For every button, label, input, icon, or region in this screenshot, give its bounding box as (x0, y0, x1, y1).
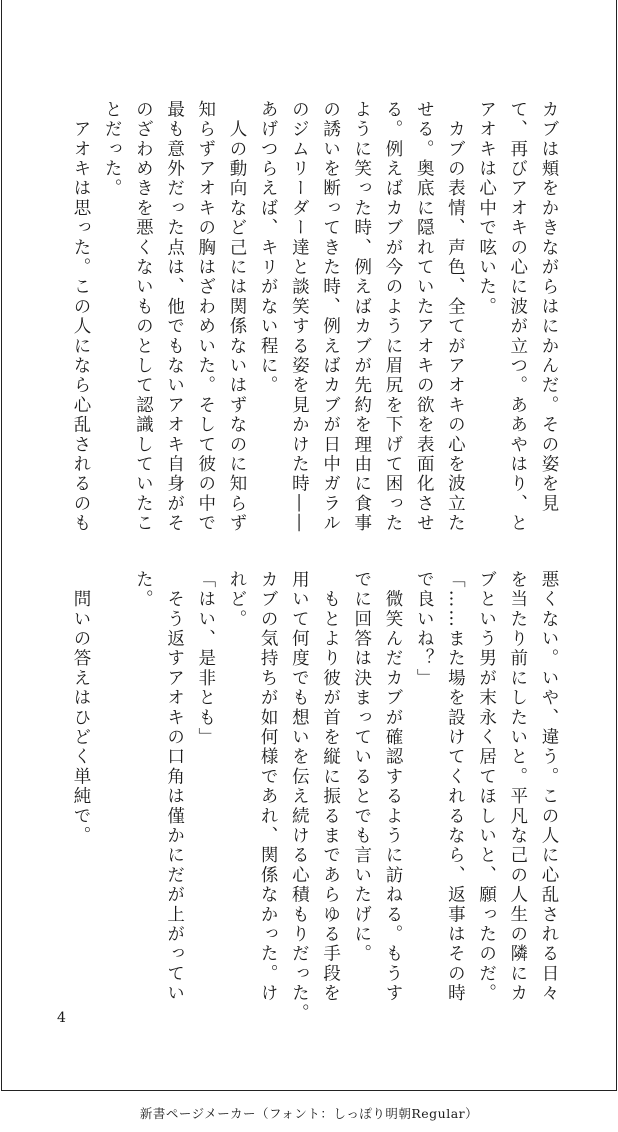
text-line: カブの気持ちが如何様であれ、関係なかった。け (258, 570, 279, 1004)
text-line: アオキは心中で呟いた。 (476, 100, 497, 317)
text-line: 知らずアオキの胸はざわめいた。そして彼の中で (195, 100, 216, 534)
book-page (1, 0, 617, 1091)
page-number: 4 (57, 1010, 66, 1026)
text-line: を当たり前にしたいと。平凡な己の人生の隣にカ (507, 570, 528, 1004)
text-line: とだった。 (102, 100, 123, 199)
text-line (96, 570, 127, 990)
text-line: カブは頬をかきながらはにかんだ。その姿を見 (539, 100, 559, 514)
text-line: アオキは思った。この人になら心乱されるのも (70, 100, 91, 534)
text-block-bottom (65, 570, 564, 1024)
text-line: でに回答は決まっているとでも言いたげに。 (351, 570, 372, 964)
text-line: のざわめきを悪くないものとして認識していたこ (133, 100, 154, 534)
text-line: 悪くない。いや、違う。この人に心乱される日々 (539, 570, 559, 1004)
text-line: 用いて何度でも想いを伝え続ける心積もりだった。 (289, 570, 310, 1024)
text-line: カブの表情、声色、全てがアオキの心を波立た (445, 100, 466, 534)
text-line: 微笑んだカブが確認するように訪ねる。もうす (382, 570, 403, 1004)
text-line: ブという男が末永く居てほしいと、願ったのだ。 (476, 570, 497, 1004)
text-line: 「……また場を設けてくれるなら、返事はその時 (445, 570, 466, 1004)
text-line: て、再びアオキの心に波が立つ。ああやはり、と (507, 100, 528, 534)
footer-caption: 新書ページメーカー（フォント：しっぽり明朝Regular） (139, 1106, 479, 1121)
text-line: ように笑った時、例えばカブが先約を理由に食事 (351, 100, 372, 534)
text-line: あげつらえば、キリがない程に。 (258, 100, 279, 396)
text-block-top (65, 100, 564, 534)
text-line: 最も意外だった点は、他でもないアオキ自身がそ (164, 100, 185, 534)
text-line: もとより彼が首を縦に振るまであらゆる手段を (320, 570, 341, 1004)
text-line: れど。 (226, 570, 247, 630)
text-line: せる。奥底に隠れていたアオキの欲を表面化させ (414, 100, 435, 534)
text-line: で良いね？」 (414, 570, 435, 689)
text-line: の誘いを断ってきた時、例えばカブが日中ガラル (320, 100, 341, 534)
text-line: 人の動向など己には関係ないはずなのに知らず (226, 100, 247, 534)
text-line: た。 (133, 570, 154, 610)
text-line: る。例えばカブが今のように眉尻を下げて困った (382, 100, 403, 534)
text-line: 「はい、是非とも」 (195, 570, 216, 748)
text-line: 問いの答えはひどく単純で。 (70, 570, 91, 846)
text-line: のジムリーダー達と談笑する姿を見かけた時―― (289, 100, 310, 534)
text-line: そう返すアオキの口角は僅かにだが上がってい (164, 570, 185, 1004)
